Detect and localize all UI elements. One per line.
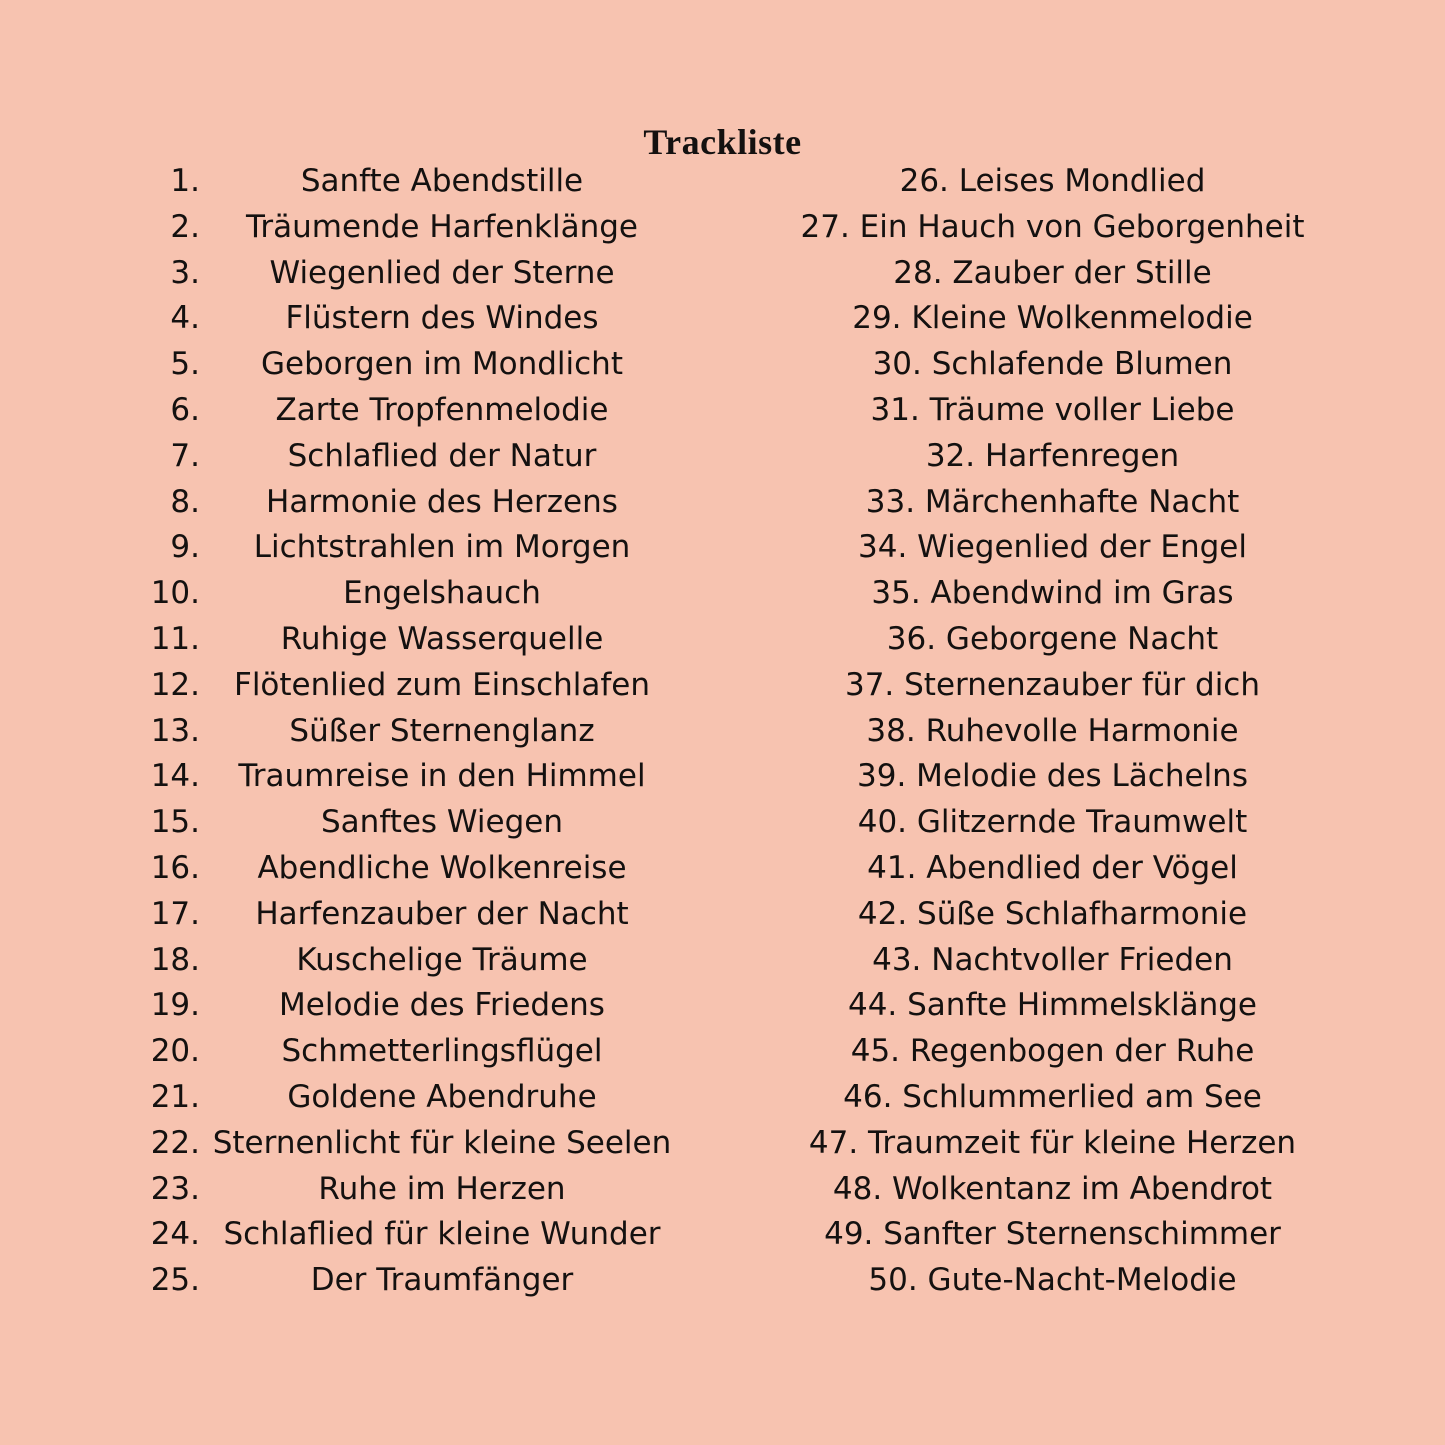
track-item: 35. Abendwind im Gras	[871, 575, 1234, 612]
track-title: Flüstern des Windes	[285, 300, 599, 337]
track-number: 9.	[170, 529, 200, 566]
track-item	[140, 709, 700, 755]
track-item	[140, 571, 700, 617]
tracklist-left-column	[140, 159, 700, 1304]
track-title: Süßer Sternenglanz	[289, 712, 595, 749]
track-item	[140, 1121, 700, 1167]
track-item: 32. Harfenregen	[925, 437, 1180, 474]
track-number: 25.	[150, 1262, 200, 1299]
track-title: Träumende Harfenklänge	[246, 208, 638, 245]
track-title: Goldene Abendruhe	[287, 1078, 597, 1115]
track-title: Traumreise in den Himmel	[238, 758, 646, 795]
track-item: 39. Melodie des Lächelns	[857, 758, 1248, 795]
track-number: 15.	[150, 804, 200, 841]
track-item	[140, 480, 700, 526]
track-item	[140, 663, 700, 709]
track-title: Ruhe im Herzen	[318, 1170, 566, 1207]
track-item: 45. Regenbogen der Ruhe	[850, 1033, 1255, 1070]
track-item	[140, 846, 700, 892]
track-title: Schlaflied für kleine Wunder	[223, 1216, 661, 1253]
track-item: 50. Gute-Nacht-Melodie	[868, 1262, 1237, 1299]
track-item	[140, 251, 700, 297]
track-number: 5.	[170, 346, 200, 383]
track-title: Ruhige Wasserquelle	[280, 620, 604, 657]
track-number: 22.	[150, 1124, 200, 1161]
track-item	[140, 617, 700, 663]
track-number: 3.	[170, 254, 200, 291]
track-item: 40. Glitzernde Traumwelt	[857, 804, 1248, 841]
track-title: Engelshauch	[343, 575, 541, 612]
track-item	[140, 1029, 700, 1075]
track-number: 20.	[150, 1033, 200, 1070]
track-number: 12.	[150, 666, 200, 703]
track-item	[140, 1258, 700, 1304]
track-item: 42. Süße Schlafharmonie	[857, 895, 1248, 932]
track-title: Sanftes Wiegen	[321, 804, 563, 841]
track-number: 17.	[150, 895, 200, 932]
track-item	[140, 938, 700, 984]
track-number: 6.	[170, 391, 200, 428]
track-title: Lichtstrahlen im Morgen	[253, 529, 631, 566]
track-title: Kuschelige Träume	[296, 941, 588, 978]
track-title: Sternenlicht für kleine Seelen	[212, 1124, 672, 1161]
track-title: Harfenzauber der Nacht	[255, 895, 629, 932]
track-item: 36. Geborgene Nacht	[886, 620, 1219, 657]
track-item	[140, 754, 700, 800]
track-number: 13.	[150, 712, 200, 749]
track-title: Schlaflied der Natur	[287, 437, 597, 474]
track-number: 18.	[150, 941, 200, 978]
track-item: 46. Schlummerlied am See	[843, 1078, 1262, 1115]
track-item: 43. Nachtvoller Frieden	[872, 941, 1233, 978]
track-item	[140, 342, 700, 388]
track-number: 19.	[150, 987, 200, 1024]
track-title: Flötenlied zum Einschlafen	[233, 666, 651, 703]
track-number: 10.	[150, 575, 200, 612]
track-number: 2.	[170, 208, 200, 245]
track-item	[140, 1167, 700, 1213]
track-number: 21.	[150, 1078, 200, 1115]
track-number: 8.	[170, 483, 200, 520]
track-item: 33. Märchenhafte Nacht	[865, 483, 1240, 520]
track-item: 47. Traumzeit für kleine Herzen	[808, 1124, 1297, 1161]
track-title: Melodie des Friedens	[279, 987, 605, 1024]
track-item: 27. Ein Hauch von Geborgenheit	[800, 208, 1305, 245]
track-title: Sanfte Abendstille	[300, 163, 584, 199]
track-item: 44. Sanfte Himmelsklänge	[847, 987, 1258, 1024]
tracklist-right-column	[770, 159, 1335, 1304]
track-item	[140, 525, 700, 571]
track-number: 14.	[150, 758, 200, 795]
track-item	[140, 892, 700, 938]
track-number: 4.	[170, 300, 200, 337]
track-number: 16.	[150, 849, 200, 886]
track-item: 31. Träume voller Liebe	[870, 391, 1235, 428]
track-item	[140, 983, 700, 1029]
track-item	[140, 1212, 700, 1258]
track-number: 7.	[170, 437, 200, 474]
track-item	[140, 388, 700, 434]
track-item: 28. Zauber der Stille	[893, 254, 1212, 291]
track-item	[140, 296, 700, 342]
track-item	[140, 800, 700, 846]
track-item: 29. Kleine Wolkenmelodie	[852, 300, 1253, 337]
track-title: Abendliche Wolkenreise	[257, 849, 627, 886]
track-title: Wiegenlied der Sterne	[269, 254, 615, 291]
track-item: 26. Leises Mondlied	[899, 163, 1206, 199]
track-title: Schmetterlingsflügel	[281, 1033, 603, 1070]
track-item: 38. Ruhevolle Harmonie	[866, 712, 1239, 749]
track-number: 11.	[150, 620, 200, 657]
track-item	[140, 1075, 700, 1121]
track-item: 30. Schlafende Blumen	[872, 346, 1233, 383]
track-item: 48. Wolkentanz im Abendrot	[832, 1170, 1273, 1207]
track-title: Zarte Tropfenmelodie	[275, 391, 609, 428]
track-number: 23.	[150, 1170, 200, 1207]
track-item	[140, 159, 700, 205]
track-item: 37. Sternenzauber für dich	[844, 666, 1261, 703]
page-title: Trackliste	[643, 122, 802, 163]
track-title: Der Traumfänger	[310, 1262, 574, 1299]
track-item: 49. Sanfter Sternenschimmer	[824, 1216, 1281, 1253]
track-item	[140, 205, 700, 251]
track-title: Harmonie des Herzens	[266, 483, 618, 520]
track-number: 24.	[150, 1216, 200, 1253]
track-item: 34. Wiegenlied der Engel	[858, 529, 1247, 566]
track-item: 41. Abendlied der Vögel	[867, 849, 1238, 886]
track-title: Geborgen im Mondlicht	[261, 346, 623, 383]
track-number: 1.	[170, 163, 200, 199]
track-item	[140, 434, 700, 480]
